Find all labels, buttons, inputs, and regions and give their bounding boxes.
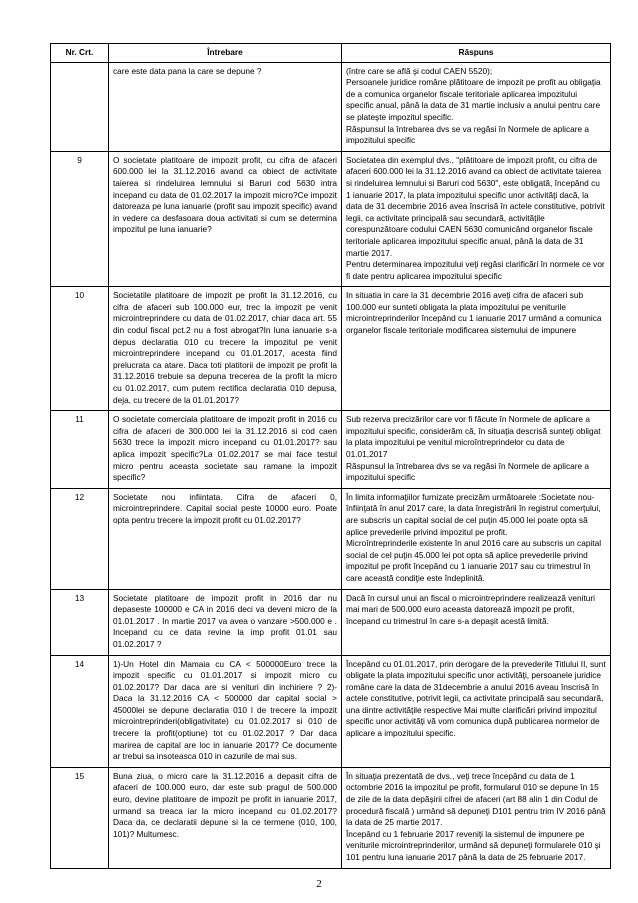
row-number-text: 9 <box>77 154 82 165</box>
row-number <box>51 411 109 489</box>
question-cell-text: Buna ziua, o micro care la 31.12.2016 a depasit cifra de afaceri de 100.000 euro, dar este sub pragul de 500.000 euro, devine platitoare de impozit pe profit in ianuarie 2017, urmand sa treaca iar la micro incepand cu 01.02.2017? Daca da, ce declaratii depune si la ce termene (010, 100, 101)? Multumesc. <box>113 770 337 839</box>
header-nr: Nr. Crt. <box>51 44 109 63</box>
table-row <box>51 488 611 589</box>
question-cell <box>109 411 342 489</box>
answer-cell-text: În limita informaţiilor furnizate precizăm următoarele :Societate nou-înfiinţată în anul 2017 care, la data înregistrării în registrul comerţului, are subscris un capital social de cel puţin 45.000 lei poate opta să aplice prevederile privind impozitul pe profit. Microîntreprinderile existente în anul 2016 care au subscris un capital social de cel puţin 45.000 lei pot opta să aplice prevederile privind impozitul pe profit începând cu 1 ianuarie 2017 sau cu trimestrul în care această condiţie este îndeplinită. <box>346 491 602 583</box>
answer-cell-text: Sub rezerva precizărilor care vor fi făcute în Normele de aplicare a impozitului specific, considerăm că, în situaţia descrisă sunteţi obligat la plata impozitului pe venitul microîntreprindelor cu data de 01.01,2017 Răspunsul la întrebarea dvs se va regăsi în Normele de aplicare a impozitului specific <box>346 414 601 483</box>
table-row <box>51 151 611 287</box>
row-number-text: 11 <box>75 414 84 425</box>
answer-cell-text: Începând cu 01.01.2017, prin derogare de la prevederile Titlului II, sunt obligate la plata impozitului specific unor activităţi, persoanele juridice române care la data de 31decembrie a anului 2016 aveau înscrisă în actele constitutive, potrivit legii, ca activitate principală sau secundară, una dintre activităţile respective Mai multe clarificări privind impozitul specific unor activităţi vă vom comunica după publicarea normelor de aplicare a impozitului specific. <box>346 658 606 739</box>
question-cell <box>109 62 342 151</box>
question-cell-text: Societate nou infiintata. Cifra de afaceri 0, microintreprindere. Capital social peste 10000 euro. Poate opta pentru trecere la impozit profit cu 01.02.2017? <box>113 491 337 525</box>
question-cell <box>109 767 342 868</box>
answer-cell <box>342 488 611 589</box>
table-row <box>51 767 611 868</box>
question-cell-text: O societate platitoare de impozit profit, cu cifra de afaceri 600.000 lei la 31.12.2016 avand ca obiect de activitate taierea si rindeluirea lemnului si Baruri cod 5630 intra incepand cu data de 01.02.2017 la impozit micro?Ce impozit datoreaza pe luna ianuarie (profit sau impozit specific) avand in vedere ca desfasoara doua activitati si cum se determina impozitul pe luna ianuarie? <box>113 154 337 235</box>
question-cell <box>109 488 342 589</box>
answer-cell <box>342 287 611 411</box>
answer-cell-text: Societatea din exemplul dvs., "plătitoare de impozit profit, cu cifra de afaceri 600.000 lei la 31.12.2016 avand ca obiect de activitate taierea si rindeluirea lemnului si Baruri cod 5630", este obligată, începând cu 1 ianuarie 2017, la plata impozitului specific unor activităţi dacă, la data de 31 decembrie 2016 avea înscrisă în actele constitutive, potrivit legii, ca activitate principală sau secundară, activităţile corespunzătoare codului CAEN 5630 comunicând organelor fiscale teritoriale aplicarea impozitului specific anual, până la data de 31 martie 2017. Pentru determinarea impozitului veţi regăsi clarificări în normele ce vor fi date pentru aplicarea impozitului specific <box>346 154 605 281</box>
table-row <box>51 655 611 767</box>
question-cell <box>109 589 342 655</box>
table-row <box>51 411 611 489</box>
row-number <box>51 287 109 411</box>
question-cell-text: Societate platitoare de impozit profit in 2016 dar nu depaseste 100000 e CA in 2016 deci va deveni micro de la 01.01.2017 . In martie 2017 va avea o vanzare >500.000 e . Incepand cu ce data revine la imp profit 01.01 sau 01.02.2017 ? <box>113 592 337 649</box>
header-question: Întrebare <box>109 44 342 63</box>
table-row <box>51 62 611 151</box>
row-number-text: 14 <box>74 658 85 669</box>
answer-cell <box>342 411 611 489</box>
answer-cell-text: Dacă în cursul unui an fiscal o microintreprindere realizează venituri mai mari de 500.000 euro aceasta datorează impozit pe profit, începand cu trimestrul în care s-a depaşit acestă limită. <box>346 592 596 626</box>
question-cell-text: Societatile platitoare de impozit pe profit la 31.12.2016, cu cifra de afaceri sub 100.000 eur, trec la impozit pe venit microintreprindere cu data de 01.02.2017, chiar daca art. 55 din codul fiscal pct.2 nu a fost abrogat?In luna ianuarie s-a depus declaratia 010 cu trecere la impozitul pe venit microintreprindere incepand cu 01.01.2017, acesta fiind prelucrata ca atare. Daca toti platitorii de impozit pe profit la 31.12.2016 trebuie sa depuna trecerea de la profit la micro cu 01.02.2017, cum putem rectifica declaratia 010 depusa, deja, cu trecere de la 01.01.2017? <box>113 290 337 405</box>
header-answer: Răspuns <box>342 44 611 63</box>
row-number-text: 13 <box>74 592 85 603</box>
row-number-text: 12 <box>74 491 85 502</box>
row-number-text: 15 <box>74 770 85 781</box>
answer-cell-text: In situatia in care la 31 decembrie 2016 aveţi cifra de afaceri sub 100.000 eur sunteti obligata la plata impozitului pe veniturile microintreprinderilor începând cu 1 ianuarie 2017 urmând a comunica organelor fiscale teritoriale modificarea sistemului de impunere <box>346 290 602 336</box>
answer-cell <box>342 62 611 151</box>
question-cell-text: O societate comerciala platitoare de impozit profit in 2016 cu cifra de afaceri de 300.000 lei la 31.12.2016 si cod caen 5630 trece la impozit micro incepand cu 01.01.2017? sau aplica impozit specific?La 01.02.2017 se mai face testul micro pentru aceasta societate sau ramane la impozit specific? <box>113 414 337 483</box>
row-number <box>51 151 109 287</box>
table-header-row <box>51 44 611 63</box>
answer-cell-text: În situaţia prezentată de dvs., veţi trece începând cu data de 1 octombrie 2016 la impozitul pe profit, formularul 010 se depune în 15 de zile de la data depăşirii cifrei de afaceri (art 88 alin 1 din Codul de procedură fiscală ) urmând să depuneţi D101 pentru trim IV 2016 până la data de 25 martie 2017. Începând cu 1 februarie 2017 reveniţi la sistemul de impunere pe veniturile microintreprinderilor, urmând să depuneţi formularele 010 şi 101 pentru luna ianuarie 2017 până la data de 25 februarie 2017. <box>346 770 606 862</box>
qa-table <box>50 43 611 869</box>
row-number <box>51 589 109 655</box>
question-cell <box>109 287 342 411</box>
row-number-text: 10 <box>74 290 85 301</box>
row-number <box>51 488 109 589</box>
answer-cell <box>342 655 611 767</box>
page-number: 2 <box>316 878 322 890</box>
row-number <box>51 767 109 868</box>
question-cell <box>109 655 342 767</box>
answer-cell <box>342 589 611 655</box>
table-row <box>51 589 611 655</box>
question-cell-text: 1)-Un Hotel din Mamaia cu CA < 500000Euro trece la impozit specific cu 01.01.2017 si impozit micro cu 01.02.2017? Dar daca are si venituri din inchiriere ? 2)- Daca la 31.12.2016 CA < 500000 dar capital social > 45000lei se depune declaratia 010 l de trecere la impozit microintreprinderi(obligativitate) cu 01.02.2017 si 010 de trecere la profit(optiune) tot cu 01.02.2017 ? Dar daca marirea de capital are loc in ianuarie 2017? Ce documente ar trebui sa insoteasca 010 in cazurile de mai sus. <box>113 658 337 762</box>
answer-cell <box>342 767 611 868</box>
answer-cell <box>342 151 611 287</box>
question-cell <box>109 151 342 287</box>
answer-cell-text: (între care se află şi codul CAEN 5520); Persoanele juridice române plătitoare de impozit pe profit au obligaţia de a comunica organelor fiscale teritoriale aplicarea impozitului specific anual, până la data de 31 martie inclusiv a anului pentru care se plateşte impozitul specific. Răspunsul la întrebarea dvs se va regăsi în Normele de aplicare a impozitului specific <box>346 65 601 146</box>
row-number <box>51 655 109 767</box>
table-row <box>51 287 611 411</box>
question-cell-text: care este data pana la care se depune ? <box>113 65 262 76</box>
row-number <box>51 62 109 151</box>
